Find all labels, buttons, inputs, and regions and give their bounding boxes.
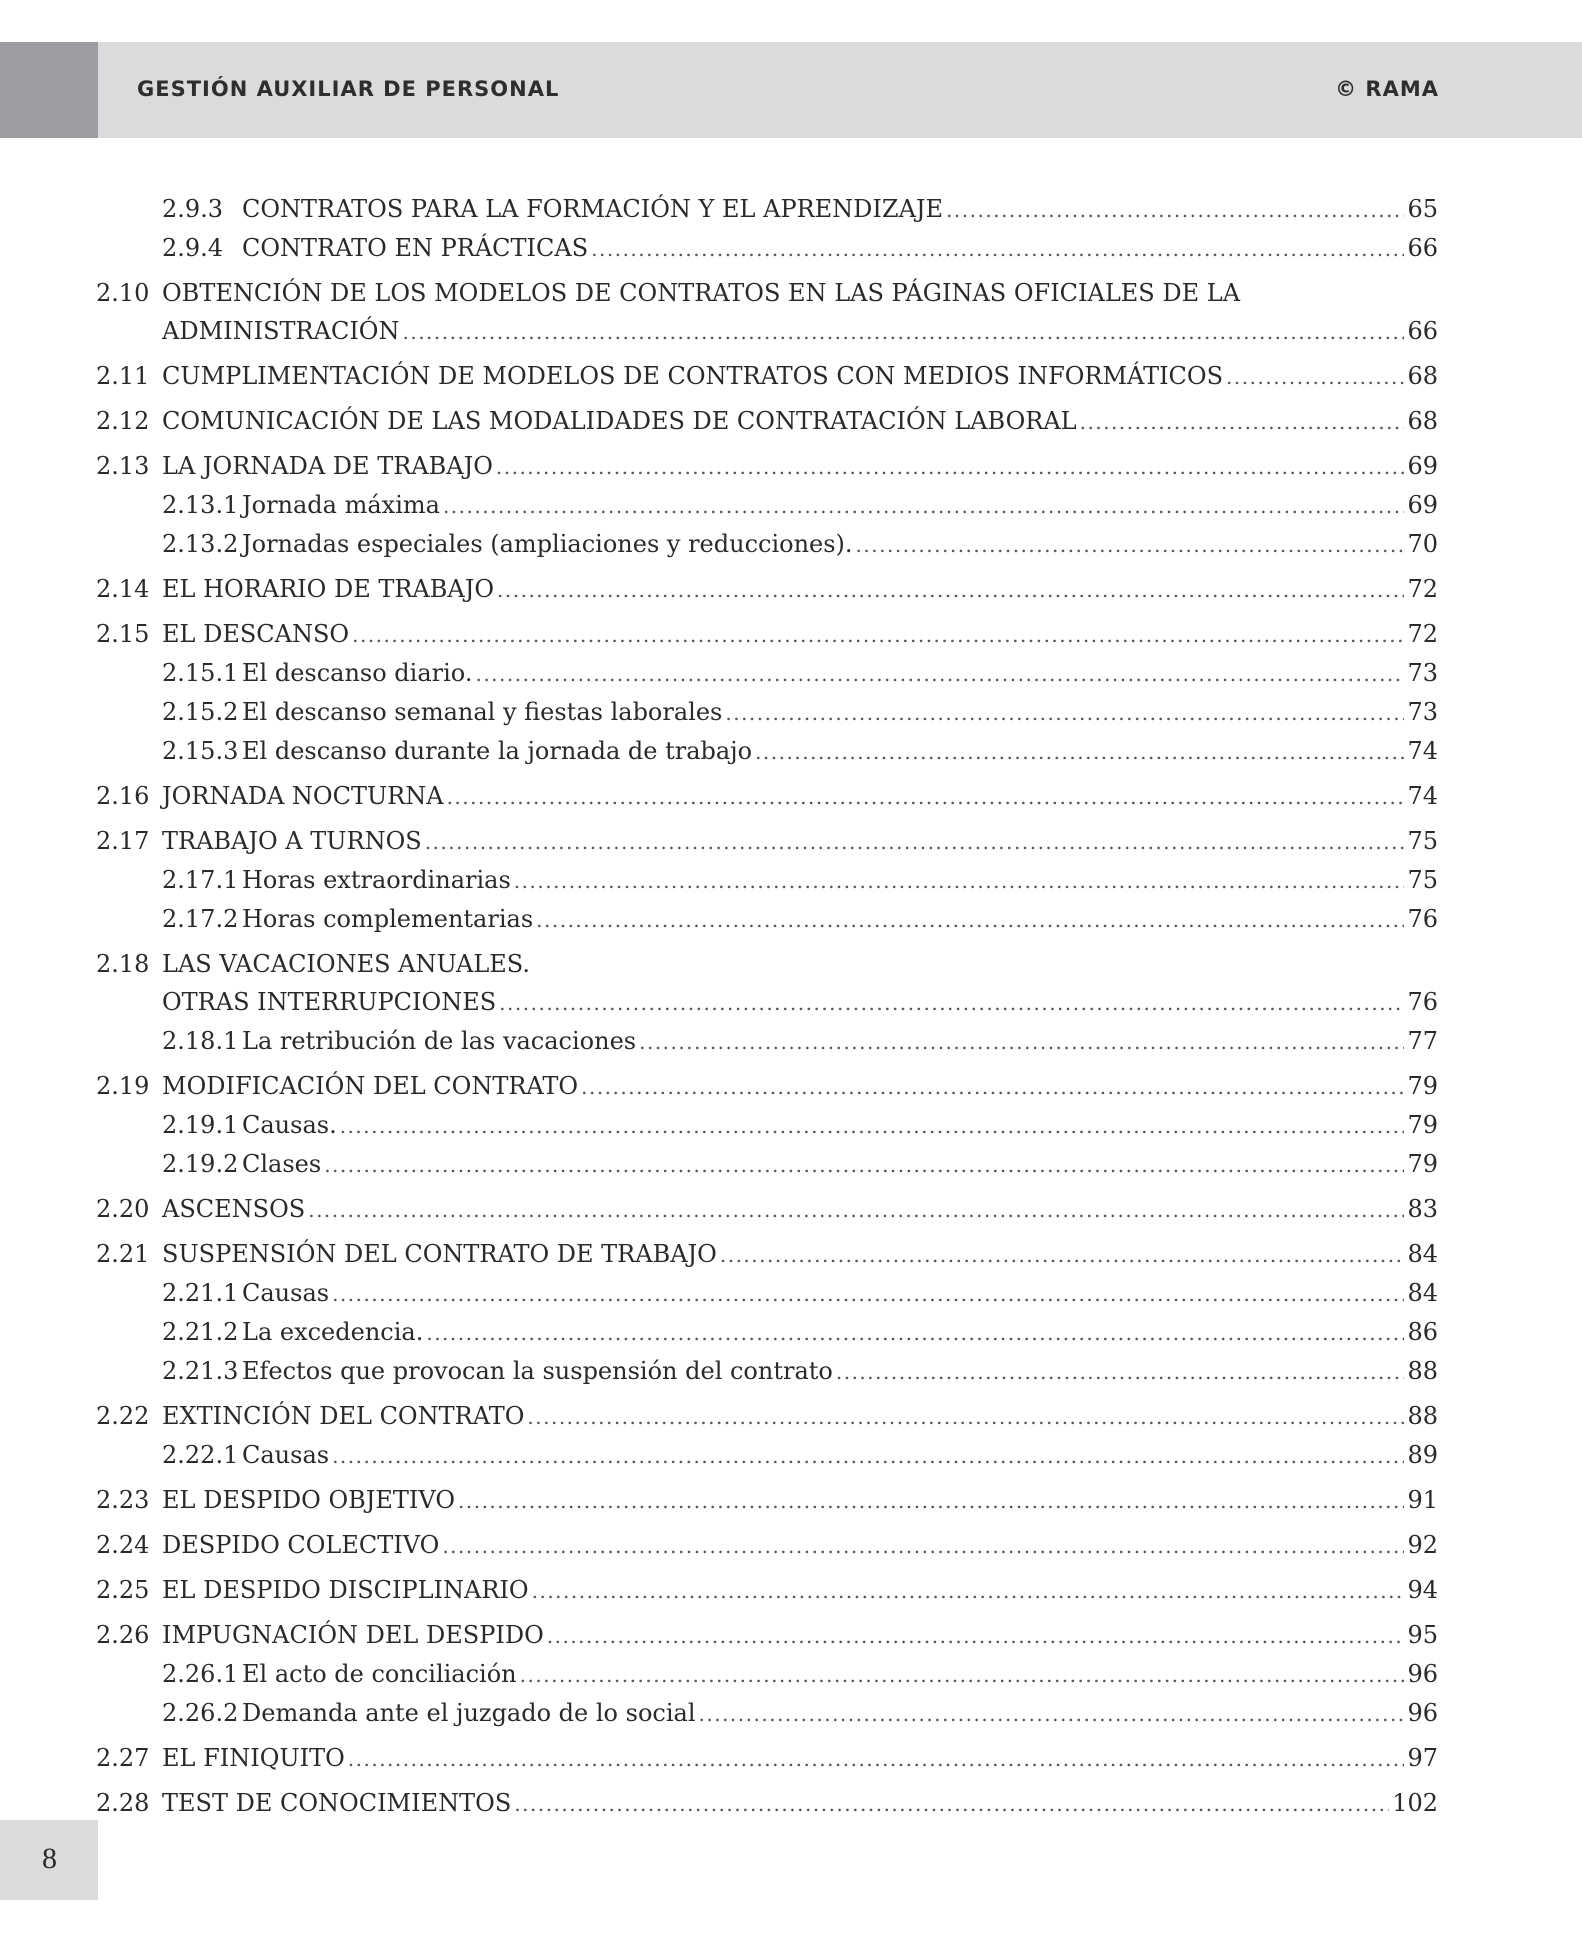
toc-entry-number: 2.12 bbox=[96, 407, 150, 435]
toc-entry[interactable] bbox=[96, 1436, 1438, 1475]
toc-entry-page: 84 bbox=[1407, 1240, 1438, 1268]
toc-entry-page: 97 bbox=[1407, 1744, 1438, 1772]
toc-entry-page: 84 bbox=[1407, 1279, 1438, 1307]
toc-entry-page: 75 bbox=[1407, 827, 1438, 855]
toc-entry[interactable] bbox=[96, 1022, 1438, 1061]
dot-leader bbox=[581, 1067, 1404, 1106]
toc-entry-title: Jornada máxima bbox=[242, 491, 440, 519]
dot-leader bbox=[1080, 402, 1405, 441]
toc-entry-title: EL DESCANSO bbox=[162, 620, 350, 648]
toc-entry-title: Causas bbox=[242, 1441, 330, 1469]
toc-entry[interactable] bbox=[96, 190, 1438, 229]
toc-entry-number: 2.22.1 bbox=[162, 1441, 239, 1469]
toc-entry-page: 68 bbox=[1407, 407, 1438, 435]
toc-entry-number: 2.21.2 bbox=[162, 1318, 239, 1346]
toc-entry-page: 79 bbox=[1407, 1111, 1438, 1139]
dot-leader bbox=[497, 570, 1404, 609]
toc-entry[interactable] bbox=[96, 861, 1438, 900]
toc-entry-title: La retribución de las vacaciones bbox=[242, 1027, 637, 1055]
dot-leader bbox=[720, 1235, 1405, 1274]
toc-entry-page: 96 bbox=[1407, 1699, 1438, 1727]
toc-entry-title: Horas complementarias bbox=[242, 905, 534, 933]
dot-leader bbox=[340, 1106, 1405, 1145]
toc-entry-number: 2.13.2 bbox=[162, 530, 239, 558]
toc-entry-page: 79 bbox=[1407, 1072, 1438, 1100]
toc-entry-number: 2.13.1 bbox=[162, 491, 239, 519]
toc-entry-title: TRABAJO A TURNOS bbox=[162, 827, 422, 855]
toc-entry[interactable] bbox=[96, 486, 1438, 525]
dot-leader bbox=[532, 1571, 1405, 1610]
toc-entry-page: 69 bbox=[1407, 452, 1438, 480]
dot-leader bbox=[348, 1739, 1405, 1778]
toc-entry-title: El acto de conciliación bbox=[242, 1660, 517, 1688]
toc-entry[interactable] bbox=[96, 447, 1438, 486]
toc-entry-number: 2.16 bbox=[96, 782, 150, 810]
dot-leader bbox=[426, 1313, 1404, 1352]
toc-entry-title-line: OBTENCIÓN DE LOS MODELOS DE CONTRATOS EN LAS PÁGINAS OFICIALES DE LA bbox=[162, 279, 1241, 307]
dot-leader bbox=[520, 1655, 1405, 1694]
toc-entry-number: 2.15.3 bbox=[162, 737, 239, 765]
toc-entry[interactable] bbox=[96, 777, 1438, 816]
toc-entry-page: 73 bbox=[1407, 659, 1438, 687]
toc-entry-title: Causas. bbox=[242, 1111, 337, 1139]
toc-entry[interactable] bbox=[96, 1616, 1438, 1655]
toc-entry[interactable] bbox=[96, 1145, 1438, 1184]
toc-entry-number: 2.23 bbox=[96, 1486, 150, 1514]
toc-entry-page: 88 bbox=[1407, 1357, 1438, 1385]
dot-leader bbox=[332, 1274, 1404, 1313]
toc-entry[interactable] bbox=[96, 1067, 1438, 1106]
toc-entry-title: CONTRATOS PARA LA FORMACIÓN Y EL APRENDIZAJE bbox=[242, 195, 944, 223]
toc-entry[interactable] bbox=[96, 229, 1438, 268]
toc-entry-number: 2.19.1 bbox=[162, 1111, 239, 1139]
toc-entry[interactable] bbox=[96, 1694, 1438, 1733]
toc-entry-title: ADMINISTRACIÓN bbox=[162, 317, 400, 345]
toc-entry-title: JORNADA NOCTURNA bbox=[162, 782, 444, 810]
toc-entry[interactable] bbox=[96, 525, 1438, 564]
table-of-contents bbox=[96, 190, 1438, 1823]
toc-entry-title: EL DESPIDO OBJETIVO bbox=[162, 1486, 455, 1514]
page-number: 8 bbox=[42, 1842, 57, 1875]
toc-entry-number: 2.18.1 bbox=[162, 1027, 239, 1055]
toc-entry[interactable] bbox=[96, 1106, 1438, 1145]
toc-entry-number: 2.17 bbox=[96, 827, 150, 855]
toc-entry-title: EL HORARIO DE TRABAJO bbox=[162, 575, 495, 603]
toc-entry-number: 2.11 bbox=[96, 362, 150, 390]
toc-entry-page: 94 bbox=[1407, 1576, 1438, 1604]
toc-entry-title: IMPUGNACIÓN DEL DESPIDO bbox=[162, 1621, 544, 1649]
dot-leader bbox=[442, 1526, 1404, 1565]
toc-entry-number: 2.27 bbox=[96, 1744, 150, 1772]
toc-entry-title: ASCENSOS bbox=[162, 1195, 306, 1223]
toc-entry-title: La excedencia. bbox=[242, 1318, 424, 1346]
toc-entry-page: 96 bbox=[1407, 1660, 1438, 1688]
toc-entry-page: 65 bbox=[1407, 195, 1438, 223]
toc-entry-number: 2.17.1 bbox=[162, 866, 239, 894]
toc-entry[interactable] bbox=[96, 1235, 1438, 1274]
toc-entry[interactable] bbox=[96, 900, 1438, 939]
dot-leader bbox=[496, 447, 1405, 486]
toc-entry-title: EXTINCIÓN DEL CONTRATO bbox=[162, 1402, 525, 1430]
toc-entry-number: 2.26.1 bbox=[162, 1660, 239, 1688]
toc-entry[interactable] bbox=[96, 402, 1438, 441]
toc-entry-page: 88 bbox=[1407, 1402, 1438, 1430]
toc-entry-title: OTRAS INTERRUPCIONES bbox=[162, 988, 497, 1016]
dot-leader bbox=[836, 1352, 1405, 1391]
toc-entry-number: 2.20 bbox=[96, 1195, 150, 1223]
dot-leader bbox=[547, 1616, 1405, 1655]
toc-entry-title: Demanda ante el juzgado de lo social bbox=[242, 1699, 696, 1727]
toc-entry[interactable] bbox=[96, 732, 1438, 771]
toc-entry[interactable] bbox=[96, 1784, 1438, 1823]
toc-entry-number: 2.19.2 bbox=[162, 1150, 239, 1178]
toc-entry-title: El descanso diario. bbox=[242, 659, 473, 687]
toc-entry-title: El descanso semanal y fiestas laborales bbox=[242, 698, 723, 726]
dot-leader bbox=[475, 654, 1404, 693]
toc-entry-title: Horas extraordinarias bbox=[242, 866, 511, 894]
toc-entry-page: 83 bbox=[1407, 1195, 1438, 1223]
header-accent-block bbox=[0, 42, 98, 138]
toc-entry[interactable] bbox=[96, 1190, 1438, 1229]
toc-entry[interactable] bbox=[96, 1571, 1438, 1610]
toc-entry-page: 74 bbox=[1407, 782, 1438, 810]
toc-entry[interactable] bbox=[96, 615, 1438, 654]
toc-entry-title: EL FINIQUITO bbox=[162, 1744, 345, 1772]
toc-entry-number: 2.26.2 bbox=[162, 1699, 239, 1727]
toc-entry-page: 102 bbox=[1392, 1789, 1438, 1817]
toc-entry-page: 66 bbox=[1407, 317, 1438, 345]
toc-entry-title: EL DESPIDO DISCIPLINARIO bbox=[162, 1576, 529, 1604]
toc-entry-number: 2.15.1 bbox=[162, 659, 239, 687]
toc-entry-number: 2.21.3 bbox=[162, 1357, 239, 1385]
toc-entry-number: 2.28 bbox=[96, 1789, 150, 1817]
toc-entry-number: 2.14 bbox=[96, 575, 150, 603]
toc-entry-title: Jornadas especiales (ampliaciones y reducciones). bbox=[242, 530, 853, 558]
dot-leader bbox=[458, 1481, 1404, 1520]
toc-entry[interactable] bbox=[96, 1739, 1438, 1778]
toc-entry[interactable] bbox=[96, 570, 1438, 609]
toc-entry-number: 2.9.4 bbox=[162, 234, 224, 262]
toc-entry[interactable] bbox=[96, 357, 1438, 396]
toc-entry-title: El descanso durante la jornada de trabajo bbox=[242, 737, 753, 765]
toc-entry-number: 2.24 bbox=[96, 1531, 150, 1559]
toc-entry-page: 73 bbox=[1407, 698, 1438, 726]
toc-entry[interactable] bbox=[96, 693, 1438, 732]
page-number-box bbox=[0, 1820, 98, 1900]
dot-leader bbox=[856, 525, 1405, 564]
toc-entry-page: 91 bbox=[1407, 1486, 1438, 1514]
toc-entry[interactable] bbox=[96, 1397, 1438, 1436]
dot-leader bbox=[332, 1436, 1404, 1475]
toc-entry-page: 76 bbox=[1407, 905, 1438, 933]
dot-leader bbox=[591, 229, 1404, 268]
dot-leader bbox=[324, 1145, 1404, 1184]
toc-entry-number: 2.15 bbox=[96, 620, 150, 648]
toc-entry-page: 95 bbox=[1407, 1621, 1438, 1649]
toc-entry-title: COMUNICACIÓN DE LAS MODALIDADES DE CONTRATACIÓN LABORAL bbox=[162, 407, 1077, 435]
dot-leader bbox=[725, 693, 1404, 732]
toc-entry-title: CUMPLIMENTACIÓN DE MODELOS DE CONTRATOS CON MEDIOS INFORMÁTICOS bbox=[162, 362, 1224, 390]
toc-entry-number: 2.17.2 bbox=[162, 905, 239, 933]
dot-leader bbox=[443, 486, 1405, 525]
toc-entry-number: 2.21 bbox=[96, 1240, 150, 1268]
toc-entry-title: DESPIDO COLECTIVO bbox=[162, 1531, 440, 1559]
dot-leader bbox=[402, 312, 1404, 351]
dot-leader bbox=[352, 615, 1404, 654]
toc-entry-title: TEST DE CONOCIMIENTOS bbox=[162, 1789, 512, 1817]
dot-leader bbox=[699, 1694, 1405, 1733]
toc-entry-page: 86 bbox=[1407, 1318, 1438, 1346]
toc-entry[interactable] bbox=[96, 274, 1438, 351]
toc-entry-title: CONTRATO EN PRÁCTICAS bbox=[242, 234, 589, 262]
toc-entry-title-line: LAS VACACIONES ANUALES. bbox=[162, 950, 531, 978]
toc-entry-page: 77 bbox=[1407, 1027, 1438, 1055]
toc-entry-title: LA JORNADA DE TRABAJO bbox=[162, 452, 493, 480]
toc-entry[interactable] bbox=[96, 945, 1438, 1022]
toc-entry-number: 2.25 bbox=[96, 1576, 150, 1604]
toc-entry-number: 2.26 bbox=[96, 1621, 150, 1649]
dot-leader bbox=[527, 1397, 1404, 1436]
toc-entry[interactable] bbox=[96, 1313, 1438, 1352]
dot-leader bbox=[536, 900, 1404, 939]
toc-entry-number: 2.22 bbox=[96, 1402, 150, 1430]
toc-entry-title: Efectos que provocan la suspensión del contrato bbox=[242, 1357, 833, 1385]
dot-leader bbox=[308, 1190, 1404, 1229]
toc-entry-page: 72 bbox=[1407, 620, 1438, 648]
header-publisher: © RAMA bbox=[1335, 77, 1439, 101]
toc-entry-title: Clases bbox=[242, 1150, 322, 1178]
toc-entry-number: 2.15.2 bbox=[162, 698, 239, 726]
toc-entry[interactable] bbox=[96, 1655, 1438, 1694]
toc-entry-page: 74 bbox=[1407, 737, 1438, 765]
toc-entry-page: 69 bbox=[1407, 491, 1438, 519]
toc-entry[interactable] bbox=[96, 1352, 1438, 1391]
dot-leader bbox=[499, 983, 1404, 1022]
header-title: GESTIÓN AUXILIAR DE PERSONAL bbox=[137, 77, 560, 101]
toc-entry[interactable] bbox=[96, 1274, 1438, 1313]
page-header bbox=[0, 42, 1582, 138]
dot-leader bbox=[425, 822, 1405, 861]
toc-entry-page: 92 bbox=[1407, 1531, 1438, 1559]
toc-entry-number: 2.9.3 bbox=[162, 195, 224, 223]
toc-entry-number: 2.21.1 bbox=[162, 1279, 239, 1307]
toc-entry-title: SUSPENSIÓN DEL CONTRATO DE TRABAJO bbox=[162, 1240, 717, 1268]
toc-entry[interactable] bbox=[96, 654, 1438, 693]
toc-entry-page: 75 bbox=[1407, 866, 1438, 894]
toc-entry-page: 68 bbox=[1407, 362, 1438, 390]
toc-entry-number: 2.19 bbox=[96, 1072, 150, 1100]
toc-entry[interactable] bbox=[96, 822, 1438, 861]
toc-entry-number: 2.13 bbox=[96, 452, 150, 480]
dot-leader bbox=[755, 732, 1404, 771]
dot-leader bbox=[447, 777, 1405, 816]
toc-entry-number: 2.18 bbox=[96, 950, 150, 978]
toc-entry-number: 2.10 bbox=[96, 279, 150, 307]
toc-entry-title: Causas bbox=[242, 1279, 330, 1307]
toc-entry-page: 70 bbox=[1407, 530, 1438, 558]
toc-entry-page: 76 bbox=[1407, 988, 1438, 1016]
toc-entry-page: 66 bbox=[1407, 234, 1438, 262]
dot-leader bbox=[946, 190, 1404, 229]
toc-entry-page: 79 bbox=[1407, 1150, 1438, 1178]
toc-entry-page: 89 bbox=[1407, 1441, 1438, 1469]
toc-entry[interactable] bbox=[96, 1481, 1438, 1520]
dot-leader bbox=[514, 861, 1405, 900]
dot-leader bbox=[1226, 357, 1404, 396]
toc-entry[interactable] bbox=[96, 1526, 1438, 1565]
toc-entry-page: 72 bbox=[1407, 575, 1438, 603]
dot-leader bbox=[514, 1784, 1389, 1823]
toc-entry-title: MODIFICACIÓN DEL CONTRATO bbox=[162, 1072, 579, 1100]
dot-leader bbox=[639, 1022, 1404, 1061]
